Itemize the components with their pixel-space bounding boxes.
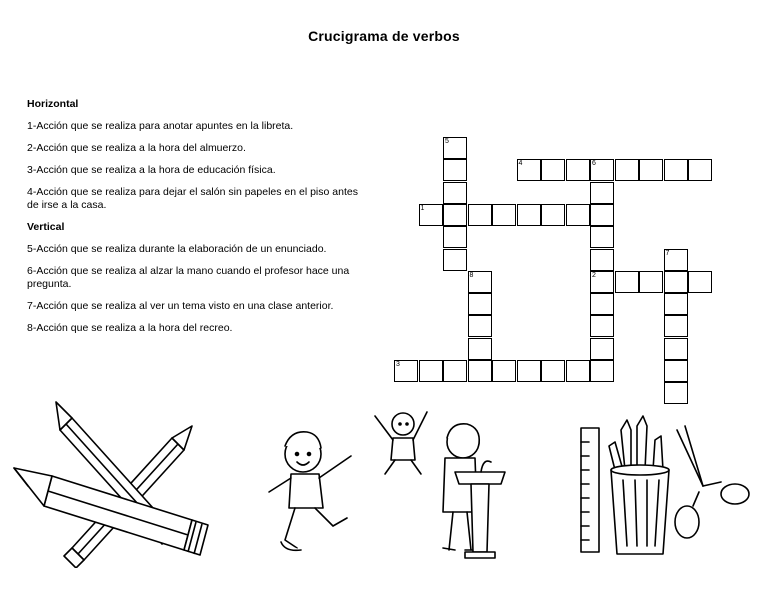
crossword-cell[interactable] [517,159,541,181]
crossword-cell[interactable] [664,360,688,382]
crossword-cell[interactable] [590,159,614,181]
crossword-cell[interactable] [492,204,516,226]
clue-horizontal-2: 2-Acción que se realiza a la hora del almuerzo. [27,142,246,154]
page-title: Crucigrama de verbos [308,28,460,44]
clue-horizontal-3: 3-Acción que se realiza a la hora de educación física. [27,164,276,176]
crossword-cell[interactable] [664,249,688,271]
clue-vertical-8: 8-Acción que se realiza a la hora del recreo. [27,322,233,334]
crossword-cell[interactable] [664,382,688,404]
crossword-cell[interactable] [419,360,443,382]
crossword-cell[interactable] [590,182,614,204]
crossword-cell[interactable] [541,159,565,181]
crossword-clue-number: 6 [592,160,596,168]
crossword-cell[interactable] [468,293,492,315]
crossword-cell[interactable] [566,360,590,382]
crossword-cell[interactable] [443,360,467,382]
clue-horizontal-1: 1-Acción que se realiza para anotar apuntes en la libreta. [27,120,294,132]
crossword-cell[interactable] [541,204,565,226]
clue-vertical-7: 7-Acción que se realiza al ver un tema visto en una clase anterior. [27,300,334,312]
crossword-cell[interactable] [517,204,541,226]
crossword-cell[interactable] [590,293,614,315]
crossword-cell[interactable] [664,159,688,181]
crossword-cell[interactable] [541,360,565,382]
clue-vertical-6: 6-Acción que se realiza al alzar la mano cuando el profesor hace una pregunta. [27,265,350,290]
crossword-cell[interactable] [394,360,418,382]
crossword-cell[interactable] [615,271,639,293]
clue-horizontal-4: 4-Acción que se realiza para dejar el salón sin papeles en el piso antes de irse a la casa. [27,186,358,211]
children-playing-icon [255,402,520,574]
crossword-cell[interactable] [517,360,541,382]
crossword-cell[interactable] [443,204,467,226]
crossword-cell[interactable] [419,204,443,226]
pencils-icon [12,398,227,568]
crossword-clue-number: 2 [592,271,596,279]
crossword-cell[interactable] [664,315,688,337]
clue-vertical-5: 5-Acción que se realiza durante la elaboración de un enunciado. [27,243,327,255]
crossword-cell[interactable] [443,159,467,181]
crossword-cell[interactable] [468,315,492,337]
crossword-cell[interactable] [664,293,688,315]
crossword-cell[interactable] [566,204,590,226]
crossword-cell[interactable] [443,226,467,248]
crossword-cell[interactable] [688,271,712,293]
crossword-cell[interactable] [664,338,688,360]
crossword-cell[interactable] [688,159,712,181]
crossword-clue-number: 1 [420,204,425,212]
crossword-cell[interactable] [639,159,663,181]
crossword-cell[interactable] [590,315,614,337]
crossword-cell[interactable] [590,271,614,293]
crossword-clue-number: 4 [518,160,523,168]
crossword-cell[interactable] [443,182,467,204]
crossword-cell[interactable] [664,271,688,293]
horizontal-heading: Horizontal [27,98,79,110]
crossword-cell[interactable] [590,360,614,382]
crossword-cell[interactable] [615,159,639,181]
crossword-cell[interactable] [590,338,614,360]
crossword-cell[interactable] [590,226,614,248]
vertical-heading: Vertical [27,221,65,233]
crossword-cell[interactable] [443,249,467,271]
crossword-cell[interactable] [468,204,492,226]
crossword-clue-number: 5 [445,138,449,145]
crossword-cell[interactable] [468,271,492,293]
crossword-clue-number: 7 [665,249,670,257]
crossword-clue-number: 3 [396,361,400,368]
crossword-cell[interactable] [443,137,467,159]
crossword-cell[interactable] [590,204,614,226]
school-supplies-icon [575,410,755,560]
crossword-cell[interactable] [492,360,516,382]
crossword-clue-number: 8 [469,271,474,279]
crossword-cell[interactable] [590,249,614,271]
crossword-cell[interactable] [468,338,492,360]
crossword-cell[interactable] [566,159,590,181]
crossword-cell[interactable] [639,271,663,293]
crossword-cell[interactable] [468,360,492,382]
